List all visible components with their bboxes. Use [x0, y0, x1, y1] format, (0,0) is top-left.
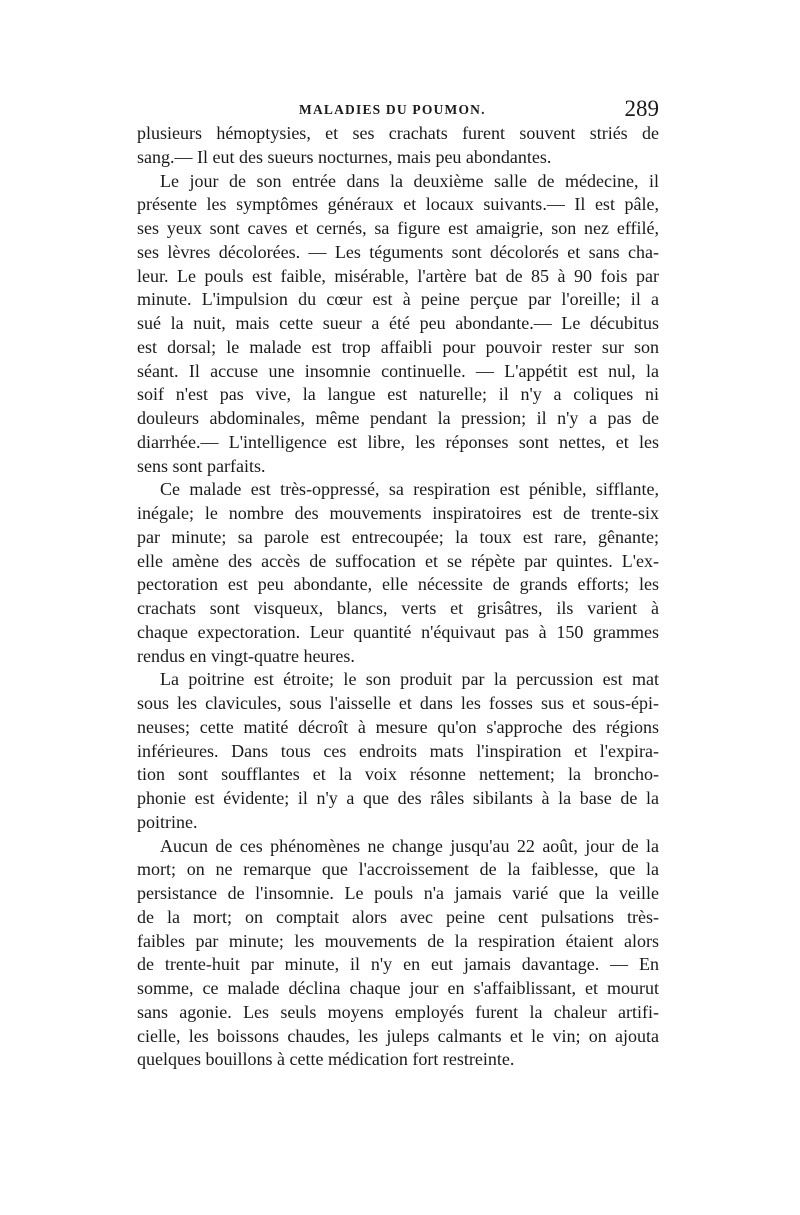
text-line: mort; on ne remarque que l'accroissement de la faiblesse, que la [137, 859, 659, 880]
text-line: ses lèvres décolorées. — Les téguments sont décolorés et sans cha- [137, 241, 659, 262]
text-line: soif n'est pas vive, la langue est naturelle; il n'y a coliques ni [137, 384, 659, 405]
body-text [137, 122, 659, 1072]
text-line: pectoration est peu abondante, elle nécessite de grands efforts; les [137, 574, 659, 595]
text-line: sous les clavicules, sous l'aisselle et dans les fosses sus et sous-épi- [137, 693, 659, 713]
text-line: Aucun de ces phénomènes ne change jusqu'au 22 août, jour de la [160, 835, 659, 856]
text-line: quelques bouillons à cette médication fort restreinte. [137, 1049, 515, 1070]
text-line: diarrhée.— L'intelligence est libre, les réponses sont nettes, et les [137, 431, 659, 452]
text-line: ses yeux sont caves et cernés, sa figure est amaigrie, son nez effilé, [137, 218, 659, 238]
text-line: poitrine. [137, 811, 198, 832]
text-line: crachats sont visqueux, blancs, verts et grisâtres, ils varient à [137, 598, 659, 618]
text-line: chaque expectoration. Leur quantité n'équivaut pas à 150 grammes [137, 621, 659, 642]
page-number: 289 [624, 96, 659, 121]
text-line: Le jour de son entrée dans la deuxième salle de médecine, il [160, 170, 659, 191]
text-line: inégale; le nombre des mouvements inspiratoires est de trente-six [137, 503, 659, 523]
text-line: plusieurs hémoptysies, et ses crachats furent souvent striés de [137, 123, 659, 143]
text-line: de trente-huit par minute, il n'y en eut jamais davantage. — En [137, 954, 659, 975]
text-line: par minute; sa parole est entrecoupée; la toux est rare, gênante; [137, 526, 659, 547]
text-line: séant. Il accuse une insomnie continuelle. — L'appétit est nul, la [137, 360, 659, 381]
text-line: minute. L'impulsion du cœur est à peine perçue par l'oreille; il a [137, 289, 659, 310]
text-line: sens sont parfaits. [137, 455, 266, 476]
text-line: inférieures. Dans tous ces endroits mats l'inspiration et l'expira- [137, 740, 659, 761]
text-line: rendus en vingt-quatre heures. [137, 645, 355, 666]
text-line: elle amène des accès de suffocation et se répète par quintes. L'ex- [137, 550, 659, 571]
text-line: sué la nuit, mais cette sueur a été peu abondante.— Le décubitus [137, 313, 659, 333]
text-line: tion sont soufflantes et la voix résonne nettement; la broncho- [137, 764, 659, 785]
text-line: de la mort; on comptait alors avec peine cent pulsations très- [137, 906, 659, 927]
text-line: La poitrine est étroite; le son produit par la percussion est mat [160, 669, 659, 690]
text-line: somme, ce malade déclina chaque jour en s'affaiblissant, et mourut [137, 978, 659, 998]
text-line: cielle, les boissons chaudes, les juleps calmants et le vin; on ajouta [137, 1025, 659, 1046]
text-line: présente les symptômes généraux et locaux suivants.— Il est pâle, [137, 194, 659, 215]
text-line: neuses; cette matité décroît à mesure qu'on s'approche des régions [137, 716, 659, 737]
text-line: sang.— Il eut des sueurs nocturnes, mais peu abondantes. [137, 146, 552, 167]
text-line: persistance de l'insomnie. Le pouls n'a jamais varié que la veille [137, 883, 659, 903]
text-line: sans agonie. Les seuls moyens employés furent la chaleur artifi- [137, 1001, 659, 1022]
text-line: phonie est évidente; il n'y a que des râles sibilants à la base de la [137, 788, 659, 808]
text-line: douleurs abdominales, même pendant la pression; il n'y a pas de [137, 408, 659, 428]
text-line: est dorsal; le malade est trop affaibli pour pouvoir rester sur son [137, 336, 659, 357]
text-line: faibles par minute; les mouvements de la respiration étaient alors [137, 930, 659, 951]
running-title: MALADIES DU POUMON. [299, 102, 486, 117]
text-line: Ce malade est très-oppressé, sa respiration est pénible, sifflante, [160, 479, 659, 500]
text-line: leur. Le pouls est faible, misérable, l'artère bat de 85 à 90 fois par [137, 265, 659, 286]
